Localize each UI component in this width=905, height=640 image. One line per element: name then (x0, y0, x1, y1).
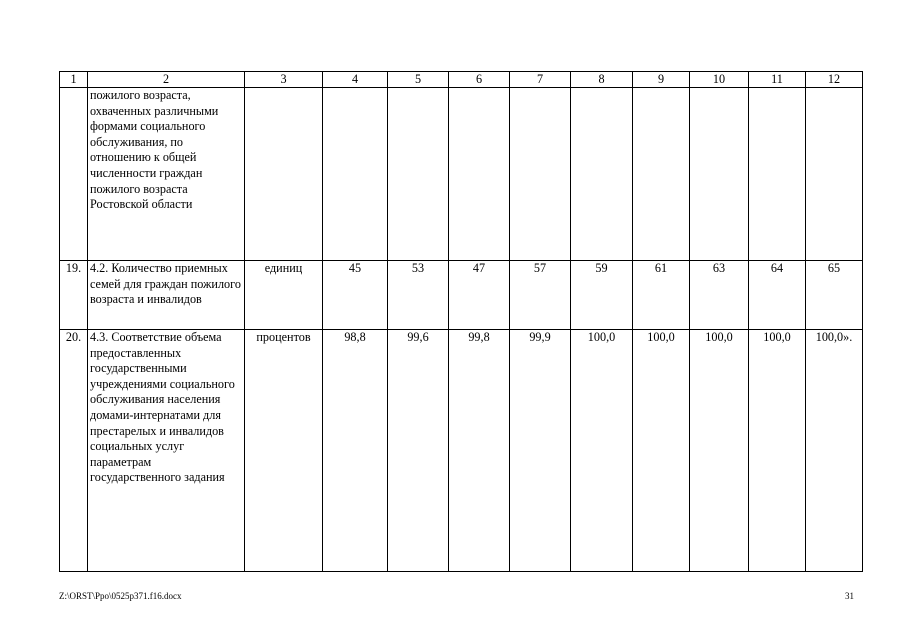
value-cell: 47 (449, 261, 510, 330)
unit-cell (245, 88, 323, 261)
table-row (60, 330, 863, 572)
header-cell: 6 (449, 72, 510, 88)
row-number (60, 88, 88, 261)
value-cell: 99,6 (388, 330, 449, 572)
value-cell (571, 88, 633, 261)
value-cell (449, 88, 510, 261)
table-row (60, 261, 863, 330)
header-cell: 4 (323, 72, 388, 88)
value-cell: 100,0 (690, 330, 749, 572)
header-cell: 1 (60, 72, 88, 88)
unit-cell: процентов (245, 330, 323, 572)
header-cell: 8 (571, 72, 633, 88)
footer-file-path: Z:\ORST\Ppo\0525p371.f16.docx (59, 591, 182, 601)
value-cell: 64 (749, 261, 806, 330)
value-cell: 100,0 (571, 330, 633, 572)
value-cell: 65 (806, 261, 863, 330)
data-table (59, 71, 863, 572)
page-number: 31 (845, 591, 854, 601)
header-cell: 2 (88, 72, 245, 88)
value-cell: 53 (388, 261, 449, 330)
value-cell (510, 88, 571, 261)
header-cell: 3 (245, 72, 323, 88)
value-cell: 57 (510, 261, 571, 330)
header-cell: 12 (806, 72, 863, 88)
header-cell: 10 (690, 72, 749, 88)
value-cell: 100,0 (749, 330, 806, 572)
value-cell (690, 88, 749, 261)
value-cell (806, 88, 863, 261)
value-cell: 63 (690, 261, 749, 330)
value-cell: 100,0». (806, 330, 863, 572)
value-cell: 98,8 (323, 330, 388, 572)
indicator-name: пожилого возраста, охваченных различными формами социального обслуживания, по отношению к общей численности граждан пожилого возраста Ростовской области (88, 88, 245, 261)
value-cell (388, 88, 449, 261)
value-cell (749, 88, 806, 261)
row-number: 19. (60, 261, 88, 330)
value-cell: 59 (571, 261, 633, 330)
header-cell: 11 (749, 72, 806, 88)
table-row (60, 88, 863, 261)
value-cell: 100,0 (633, 330, 690, 572)
indicator-name: 4.3. Соответствие объема предоставленных государственными учреждениями социального обслуживания населения домами-интернатами для престарелых и инвалидов социальных услуг параметрам государственного задания (88, 330, 245, 572)
header-cell: 7 (510, 72, 571, 88)
row-number: 20. (60, 330, 88, 572)
table-header-row (60, 72, 863, 88)
unit-cell: единиц (245, 261, 323, 330)
header-cell: 5 (388, 72, 449, 88)
indicator-name: 4.2. Количество приемных семей для граждан пожилого возраста и инвалидов (88, 261, 245, 330)
header-cell: 9 (633, 72, 690, 88)
value-cell: 61 (633, 261, 690, 330)
value-cell (633, 88, 690, 261)
value-cell (323, 88, 388, 261)
value-cell: 45 (323, 261, 388, 330)
value-cell: 99,9 (510, 330, 571, 572)
value-cell: 99,8 (449, 330, 510, 572)
